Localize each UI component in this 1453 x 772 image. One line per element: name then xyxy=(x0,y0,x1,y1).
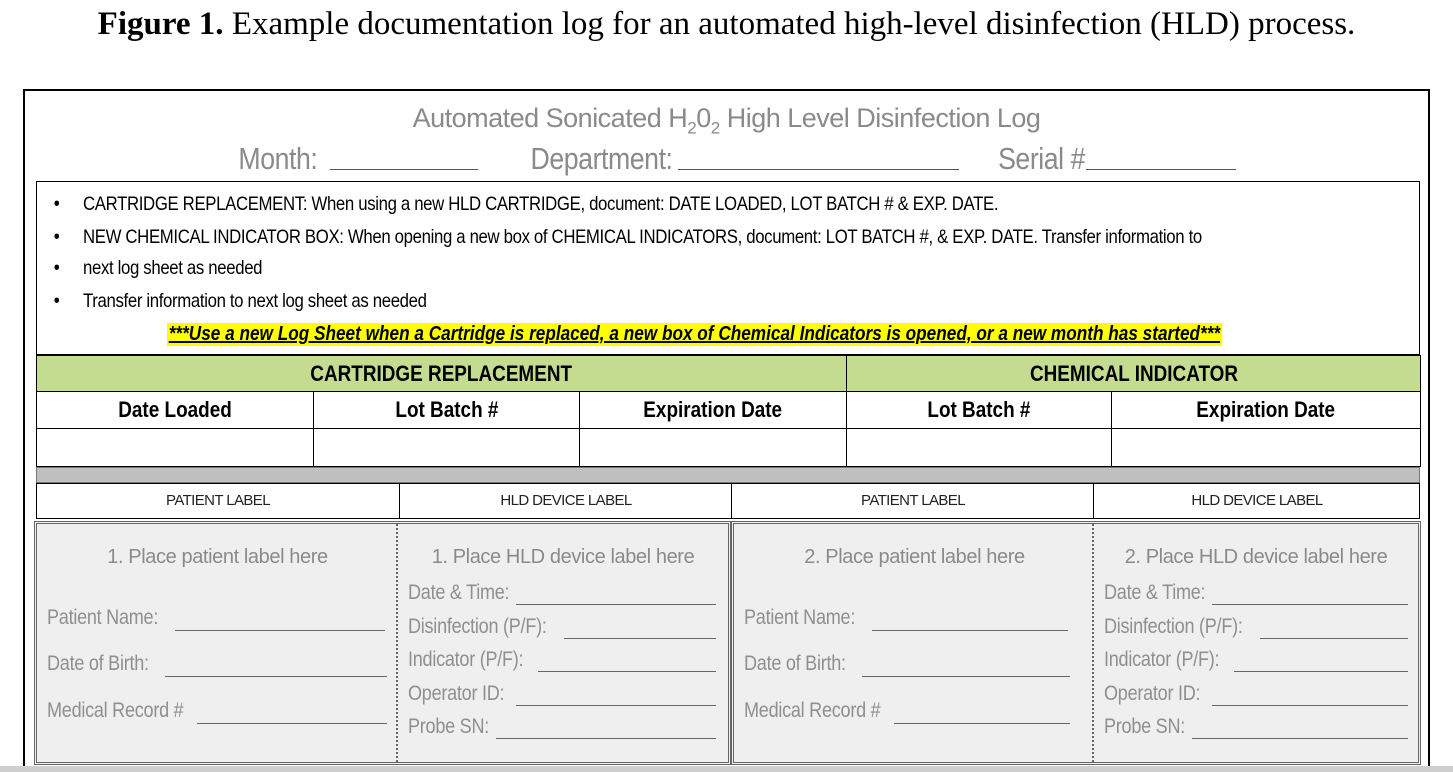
dob-line[interactable] xyxy=(862,676,1070,677)
instruction-continuation: • next log sheet as needed xyxy=(83,252,1400,285)
column-header-label: Lot Batch # xyxy=(927,397,1031,422)
serial-field xyxy=(991,141,1092,177)
label-header: PATIENT LABEL xyxy=(731,484,1094,518)
table-cell-input[interactable] xyxy=(847,429,1112,467)
chemical-indicator-label: CHEMICAL INDICATOR xyxy=(1029,360,1238,386)
date-time-field xyxy=(1104,581,1222,605)
patient-name-line[interactable] xyxy=(175,630,385,631)
department-field xyxy=(519,141,684,177)
probe-sn-field xyxy=(1104,715,1198,739)
medical-record-label: Medical Record # xyxy=(47,699,184,722)
column-header-label: Date Loaded xyxy=(118,397,232,422)
cartridge-replacement-header xyxy=(37,356,847,392)
patient-name-label: Patient Name: xyxy=(744,606,856,629)
label-panel-2 xyxy=(731,521,1421,765)
disinfection-line[interactable] xyxy=(1260,638,1408,639)
log-title-subscript: 2 xyxy=(710,118,720,138)
table-cell-input[interactable] xyxy=(580,429,847,467)
column-header xyxy=(847,392,1112,429)
figure-number: Figure 1. xyxy=(97,6,224,42)
header-fields xyxy=(25,141,1428,181)
column-header xyxy=(314,392,580,429)
chemical-indicator-header xyxy=(847,356,1421,392)
date-time-line[interactable] xyxy=(1212,604,1408,605)
disinfection-label: Disinfection (P/F): xyxy=(408,615,547,638)
table-group-header-row xyxy=(37,356,1421,392)
page-bottom-edge xyxy=(0,766,1453,772)
operator-id-label: Operator ID: xyxy=(1104,682,1201,705)
disinfection-field xyxy=(1104,615,1265,639)
table-entry-row xyxy=(37,429,1421,467)
section-divider-bar xyxy=(36,467,1420,483)
month-input-line[interactable] xyxy=(330,141,478,170)
patient-name-label: Patient Name: xyxy=(47,606,159,629)
column-header xyxy=(37,392,314,429)
column-header xyxy=(1112,392,1421,429)
medical-record-field xyxy=(744,699,903,723)
patient-label-area[interactable] xyxy=(734,524,1095,762)
patient-label-placeholder: 1. Place patient label here xyxy=(107,546,328,568)
cartridge-indicator-table xyxy=(36,355,1421,467)
operator-id-label: Operator ID: xyxy=(408,682,505,705)
table-cell-input[interactable] xyxy=(314,429,580,467)
hld-device-label-placeholder: 2. Place HLD device label here xyxy=(1124,546,1388,568)
medical-record-line[interactable] xyxy=(894,723,1070,724)
log-title-part: 0 xyxy=(696,103,711,133)
probe-sn-label: Probe SN: xyxy=(408,715,490,738)
label-panel-1 xyxy=(34,521,731,765)
date-time-label: Date & Time: xyxy=(408,581,510,604)
instructions-box xyxy=(36,181,1420,355)
indicator-line[interactable] xyxy=(1234,671,1408,672)
hld-device-label-area[interactable] xyxy=(1092,524,1418,762)
patient-label-area[interactable] xyxy=(37,524,398,762)
disinfection-label: Disinfection (P/F): xyxy=(1104,615,1243,638)
label-header: HLD DEVICE LABEL xyxy=(1093,484,1420,518)
probe-sn-line[interactable] xyxy=(1192,738,1408,739)
dob-field xyxy=(744,652,862,676)
dob-label: Date of Birth: xyxy=(744,652,846,675)
indicator-field xyxy=(408,648,542,672)
table-cell-input[interactable] xyxy=(1112,429,1421,467)
hld-log-sheet xyxy=(23,89,1430,769)
column-header-label: Lot Batch # xyxy=(394,397,499,422)
department-input-line[interactable] xyxy=(678,141,959,170)
disinfection-field xyxy=(408,615,569,639)
operator-id-field xyxy=(1104,682,1216,706)
patient-name-field xyxy=(47,606,176,630)
label-header: PATIENT LABEL xyxy=(166,492,270,509)
indicator-field xyxy=(1104,648,1238,672)
log-title-part: High Level Disinfection Log xyxy=(719,103,1041,133)
medical-record-field xyxy=(47,699,206,723)
log-title-subscript: 2 xyxy=(687,118,697,138)
operator-id-line[interactable] xyxy=(516,705,716,706)
dob-label: Date of Birth: xyxy=(47,652,149,675)
operator-id-field xyxy=(408,682,520,706)
date-time-line[interactable] xyxy=(516,604,716,605)
cartridge-replacement-label: CARTRIDGE REPLACEMENT xyxy=(310,360,573,386)
figure-caption-text: Example documentation log for an automated high-level disinfection (HLD) process. xyxy=(223,6,1356,42)
month-field xyxy=(232,141,324,177)
probe-sn-line[interactable] xyxy=(496,738,716,739)
table-column-header-row xyxy=(37,392,1421,429)
instruction-item: • CARTRIDGE REPLACEMENT: When using a new HLD CARTRIDGE, document: DATE LOADED, LOT BATCH # & EXP. DATE. xyxy=(83,188,1400,221)
log-title xyxy=(25,103,1428,138)
log-title-part: Automated Sonicated H xyxy=(412,103,688,133)
new-sheet-notice: ***Use a new Log Sheet when a Cartridge is replaced, a new box of Chemical Indicators is opened, or a new month has started*** xyxy=(168,323,1221,345)
instruction-item: • NEW CHEMICAL INDICATOR BOX: When opening a new box of CHEMICAL INDICATORS, document: LOT BATCH #, & EXP. DATE. Transfer information to xyxy=(83,221,1400,254)
dob-line[interactable] xyxy=(165,676,387,677)
figure-caption xyxy=(0,6,1453,43)
month-label: Month: xyxy=(238,141,318,176)
patient-label-placeholder: 2. Place patient label here xyxy=(804,546,1025,568)
indicator-label: Indicator (P/F): xyxy=(408,648,524,671)
instruction-item: • Transfer information to next log sheet as needed xyxy=(83,285,1400,318)
serial-label: Serial # xyxy=(998,141,1086,176)
disinfection-line[interactable] xyxy=(564,638,716,639)
probe-sn-label: Probe SN: xyxy=(1104,715,1186,738)
operator-id-line[interactable] xyxy=(1212,705,1408,706)
patient-name-field xyxy=(744,606,873,630)
column-header xyxy=(580,392,847,429)
probe-sn-field xyxy=(408,715,502,739)
column-header-label: Expiration Date xyxy=(643,397,783,422)
serial-input-line[interactable] xyxy=(1086,141,1236,170)
table-cell-input[interactable] xyxy=(37,429,314,467)
medical-record-label: Medical Record # xyxy=(744,699,881,722)
date-time-label: Date & Time: xyxy=(1104,581,1206,604)
date-time-field xyxy=(408,581,526,605)
hld-device-label-area[interactable] xyxy=(396,524,728,762)
instructions-list xyxy=(83,188,1403,318)
label-header-row xyxy=(36,483,1420,519)
department-label: Department: xyxy=(530,141,673,176)
indicator-label: Indicator (P/F): xyxy=(1104,648,1220,671)
patient-name-line[interactable] xyxy=(872,630,1068,631)
indicator-line[interactable] xyxy=(538,671,716,672)
medical-record-line[interactable] xyxy=(197,723,387,724)
label-header: HLD DEVICE LABEL xyxy=(399,484,732,518)
column-header-label: Expiration Date xyxy=(1196,397,1336,422)
hld-device-label-placeholder: 1. Place HLD device label here xyxy=(431,546,695,568)
dob-field xyxy=(47,652,165,676)
